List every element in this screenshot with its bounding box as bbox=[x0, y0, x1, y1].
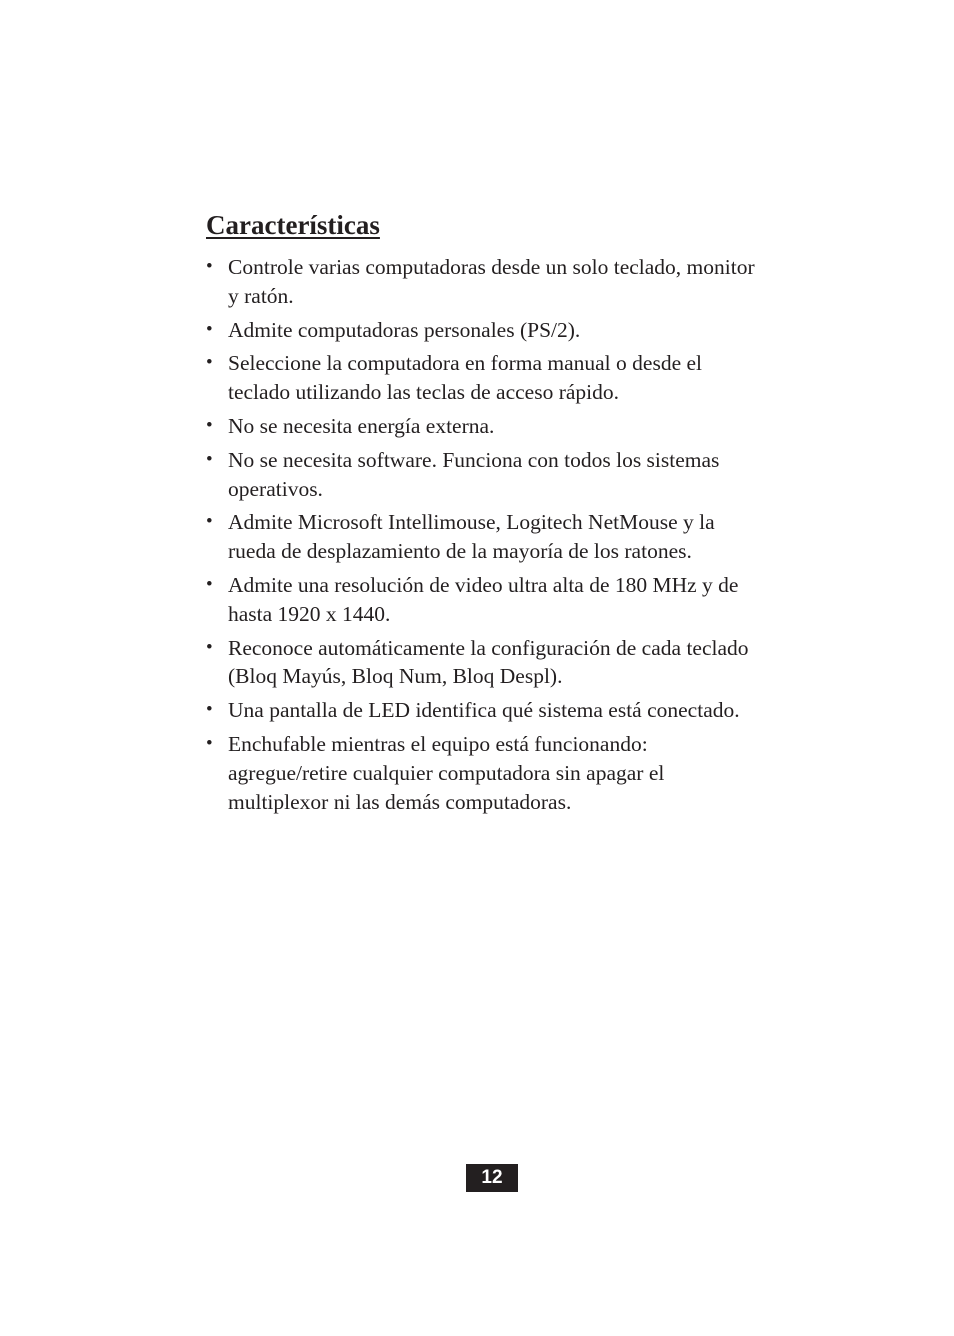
list-item bbox=[206, 446, 766, 504]
list-item-text: Reconoce automáticamente la configuración de cada teclado (Bloq Mayús, Bloq Num, Bloq Despl). bbox=[228, 635, 749, 689]
list-item bbox=[206, 571, 766, 629]
list-item-text: Enchufable mientras el equipo está funcionando: agregue/retire cualquier computadora sin apagar el multiplexor ni las demás computadoras. bbox=[228, 731, 665, 814]
list-item bbox=[206, 412, 766, 441]
page-content bbox=[206, 208, 766, 821]
list-item bbox=[206, 253, 766, 311]
list-item-text: Admite computadoras personales (PS/2). bbox=[228, 317, 581, 342]
bullet-icon: • bbox=[206, 511, 213, 533]
list-item bbox=[206, 508, 766, 566]
list-item-text: Controle varias computadoras desde un solo teclado, monitor y ratón. bbox=[228, 255, 755, 308]
bullet-icon: • bbox=[206, 414, 213, 436]
list-item bbox=[206, 634, 766, 692]
list-item-text: Admite una resolución de video ultra alta de 180 MHz y de hasta 1920 x 1440. bbox=[228, 572, 739, 626]
list-item bbox=[206, 730, 766, 816]
bullet-icon: • bbox=[206, 256, 213, 277]
feature-list bbox=[206, 253, 766, 816]
bullet-icon: • bbox=[206, 699, 213, 721]
bullet-icon: • bbox=[206, 636, 213, 658]
list-item-text: No se necesita software. Funciona con todos los sistemas operativos. bbox=[228, 447, 720, 501]
list-item-text: No se necesita energía externa. bbox=[228, 413, 495, 438]
page-number-badge: 12 bbox=[466, 1164, 518, 1192]
bullet-icon: • bbox=[206, 448, 213, 470]
list-item-text: Una pantalla de LED identifica qué sistema está conectado. bbox=[228, 698, 740, 723]
list-item bbox=[206, 349, 766, 407]
list-item-text: Seleccione la computadora en forma manual o desde el teclado utilizando las teclas de acceso rápido. bbox=[228, 351, 702, 405]
bullet-icon: • bbox=[206, 352, 213, 374]
list-item bbox=[206, 696, 766, 725]
bullet-icon: • bbox=[206, 318, 213, 340]
bullet-icon: • bbox=[206, 573, 213, 595]
section-title: Características bbox=[206, 210, 380, 240]
list-item-text: Admite Microsoft Intellimouse, Logitech NetMouse y la rueda de desplazamiento de la mayoría de los ratones. bbox=[228, 510, 715, 564]
list-item bbox=[206, 316, 766, 345]
bullet-icon: • bbox=[206, 732, 213, 754]
